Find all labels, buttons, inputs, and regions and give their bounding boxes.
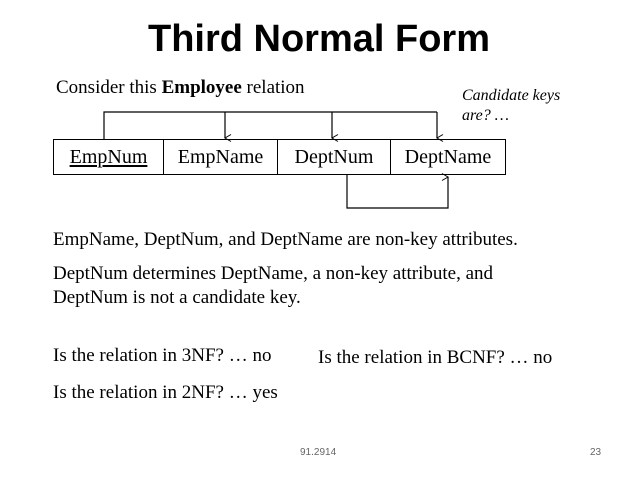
attribute-empname bbox=[164, 140, 278, 174]
question-3nf: Is the relation in 3NF? … no bbox=[53, 345, 272, 366]
page-number: 23 bbox=[590, 447, 602, 458]
deptnum-dependency-line bbox=[347, 175, 448, 208]
intro-suffix: relation bbox=[241, 77, 305, 98]
intro-prefix: Consider this bbox=[56, 77, 162, 98]
attribute-empnum bbox=[54, 140, 164, 174]
empnum-dependency-line bbox=[104, 112, 437, 139]
question-bcnf: Is the relation in BCNF? … no bbox=[318, 347, 553, 368]
determines-statement-line-2: DeptNum is not a candidate key. bbox=[53, 287, 301, 308]
slide-title: Third Normal Form bbox=[147, 18, 491, 60]
intro-text bbox=[56, 77, 305, 99]
footer-course-code: 91.2914 bbox=[300, 447, 337, 458]
candidate-keys-note bbox=[462, 86, 560, 126]
intro-relation-name: Employee bbox=[161, 77, 242, 98]
attribute-deptname bbox=[391, 140, 505, 174]
attribute-empnum-label: EmpNum bbox=[69, 145, 148, 168]
candidate-note-line-2: are? … bbox=[462, 107, 509, 124]
candidate-note-line-1: Candidate keys bbox=[462, 87, 561, 104]
attribute-empname-label: EmpName bbox=[177, 145, 264, 168]
attribute-deptnum bbox=[278, 140, 391, 174]
attribute-deptnum-label: DeptNum bbox=[294, 145, 374, 168]
employee-relation-table bbox=[53, 139, 506, 175]
determines-statement-line-1: DeptNum determines DeptName, a non-key attribute, and bbox=[53, 263, 494, 284]
question-2nf: Is the relation in 2NF? … yes bbox=[53, 382, 278, 403]
nonkey-statement: EmpName, DeptNum, and DeptName are non-key attributes. bbox=[53, 229, 518, 250]
attribute-deptname-label: DeptName bbox=[404, 145, 492, 168]
